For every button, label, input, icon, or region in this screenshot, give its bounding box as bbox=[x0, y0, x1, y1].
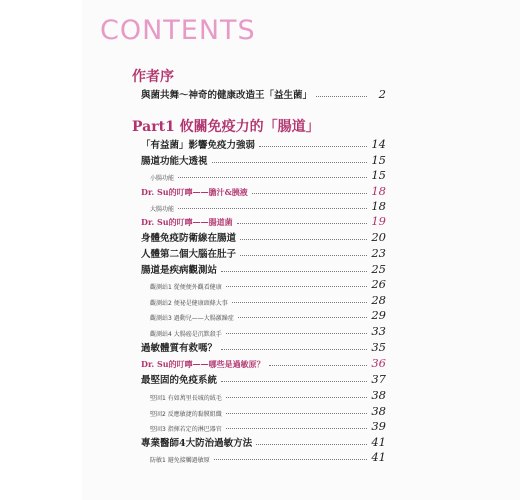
toc-entry[interactable] bbox=[141, 260, 386, 276]
leader-dots bbox=[237, 223, 367, 224]
toc-entry-page: 29 bbox=[371, 308, 386, 322]
toc-entry-page: 23 bbox=[371, 246, 386, 260]
leader-dots bbox=[232, 302, 367, 303]
toc-entry-page: 15 bbox=[371, 168, 386, 182]
toc-entry-title: 腸道功能大透視 bbox=[141, 156, 208, 167]
toc-entry[interactable] bbox=[141, 85, 386, 101]
toc-entry-page: 37 bbox=[371, 372, 386, 386]
toc-entry-title: 「有益菌」影響免疫力強弱 bbox=[141, 140, 256, 151]
toc-entry-title: 人體第二個大腦在肚子 bbox=[141, 249, 237, 260]
contents-heading: CONTENTS bbox=[100, 15, 256, 46]
toc-subentry[interactable] bbox=[150, 322, 386, 338]
toc-entry-page: 25 bbox=[371, 262, 386, 276]
leader-dots bbox=[221, 349, 367, 350]
leader-dots bbox=[259, 146, 367, 147]
toc-entry[interactable] bbox=[141, 370, 386, 386]
leader-dots bbox=[214, 459, 367, 460]
toc-entry-page: 36 bbox=[371, 356, 386, 370]
leader-dots bbox=[256, 444, 367, 445]
leader-dots bbox=[178, 208, 367, 209]
toc-entry-title: 堅固1 有如萬里長城的絨毛 bbox=[150, 395, 222, 402]
toc-entry-page: 41 bbox=[371, 435, 386, 449]
toc-entry-page: 26 bbox=[371, 277, 386, 291]
toc-entry-title: 防敏1 避免接觸過敏原 bbox=[150, 457, 210, 464]
toc-entry[interactable] bbox=[141, 338, 386, 354]
toc-subentry[interactable] bbox=[150, 386, 386, 402]
toc-entry-page: 38 bbox=[371, 404, 386, 418]
leader-dots bbox=[226, 397, 367, 398]
toc-entry[interactable] bbox=[141, 135, 386, 151]
toc-subentry[interactable] bbox=[150, 291, 386, 307]
toc-entry-title: 腸道是疾病觀測站 bbox=[141, 265, 218, 276]
toc-note-entry[interactable] bbox=[141, 354, 386, 370]
toc-entry-page: 14 bbox=[371, 137, 386, 151]
leader-dots bbox=[238, 317, 367, 318]
toc-entry[interactable] bbox=[141, 433, 386, 449]
leader-dots bbox=[226, 286, 367, 287]
toc-entry[interactable] bbox=[141, 228, 386, 244]
toc-entry-title: 最堅固的免疫系統 bbox=[141, 375, 218, 386]
toc-subentry[interactable] bbox=[150, 448, 386, 464]
toc-entry-title: 堅固3 指揮若定的淋巴器官 bbox=[150, 426, 222, 433]
toc-entry-title: Dr. Su的叮嚀——腸道菌 bbox=[141, 217, 233, 227]
toc-entry[interactable] bbox=[141, 244, 386, 260]
leader-dots bbox=[226, 333, 367, 334]
toc-entry-page: 20 bbox=[371, 230, 386, 244]
section-title-preface: 作者序 bbox=[132, 69, 174, 85]
toc-entry-page: 35 bbox=[371, 340, 386, 354]
toc-entry-page: 39 bbox=[371, 419, 386, 433]
toc-entry-title: 小腸功能 bbox=[150, 175, 175, 182]
toc-entry-page: 28 bbox=[371, 293, 386, 307]
toc-entry-title: 過敏體質有救嗎？ bbox=[141, 343, 218, 354]
toc-subentry[interactable] bbox=[150, 275, 386, 291]
leader-dots bbox=[226, 428, 367, 429]
leader-dots bbox=[226, 413, 367, 414]
leader-dots bbox=[221, 381, 367, 382]
toc-note-entry[interactable] bbox=[141, 212, 386, 228]
toc-entry[interactable] bbox=[141, 151, 386, 167]
leader-dots bbox=[212, 162, 367, 163]
toc-entry-title: Dr. Su的叮嚀——膽汁&胰液 bbox=[141, 187, 248, 197]
toc-entry-title: 與菌共舞～神奇的健康改造王「益生菌」 bbox=[141, 90, 313, 101]
toc-entry-title: 專業醫師4大防治過敏方法 bbox=[141, 438, 253, 449]
toc-entry-title: 身體免疫防衛線在腸道 bbox=[141, 233, 237, 244]
toc-subentry[interactable] bbox=[150, 166, 386, 182]
leader-dots bbox=[240, 255, 367, 256]
toc-entry-title: Dr. Su的叮嚀——哪些是過敏原？ bbox=[141, 359, 265, 369]
leader-dots bbox=[240, 239, 367, 240]
toc-note-entry[interactable] bbox=[141, 182, 386, 198]
leader-dots bbox=[269, 365, 367, 366]
toc-subentry[interactable] bbox=[150, 197, 386, 213]
toc-subentry[interactable] bbox=[150, 402, 386, 418]
toc-entry-page: 18 bbox=[371, 199, 386, 213]
toc-entry-title: 觀測站2 便祕是健康頭條大事 bbox=[150, 300, 228, 307]
toc-entry-page: 33 bbox=[371, 324, 386, 338]
toc-entry-title: 堅固2 反應敏捷的黏膜組織 bbox=[150, 411, 222, 418]
toc-subentry[interactable] bbox=[150, 306, 386, 322]
toc-entry-page: 15 bbox=[371, 153, 386, 167]
toc-entry-page: 38 bbox=[371, 388, 386, 402]
toc-subentry[interactable] bbox=[150, 417, 386, 433]
leader-dots bbox=[221, 271, 367, 272]
leader-dots bbox=[252, 193, 367, 194]
toc-entry-title: 大腸功能 bbox=[150, 206, 175, 213]
toc-entry-title: 觀測站4 大腸癌是沉默殺手 bbox=[150, 331, 222, 338]
leader-dots bbox=[178, 177, 367, 178]
leader-dots bbox=[316, 96, 367, 97]
toc-entry-page: 19 bbox=[371, 214, 386, 228]
section-title-part1: Part1 攸關免疫力的「腸道」 bbox=[132, 119, 320, 135]
toc-entry-title: 觀測站3 過動兒——大腸激躁症 bbox=[150, 315, 234, 322]
toc-entry-page: 2 bbox=[378, 87, 386, 101]
toc-entry-page: 18 bbox=[371, 184, 386, 198]
toc-entry-title: 觀測站1 從便便外觀看健康 bbox=[150, 284, 222, 291]
toc-entry-page: 41 bbox=[371, 450, 386, 464]
